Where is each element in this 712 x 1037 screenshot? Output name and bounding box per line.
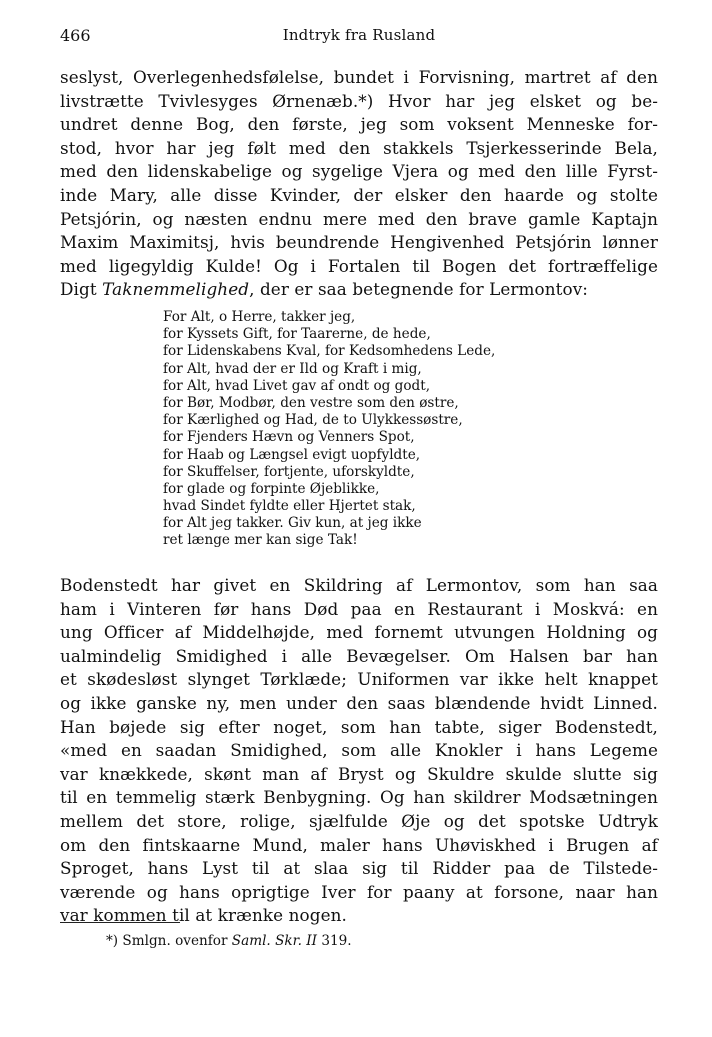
text-line: til en temmelig stærk Benbygning. Og han skildrer Modsætningen xyxy=(60,787,658,808)
poem-line: for Alt, hvad Livet gav af ondt og godt, xyxy=(163,377,431,394)
text-fragment: , der er saa betegnende for Lermontov: xyxy=(249,279,589,300)
footnote-reference-title: Saml. Skr. II xyxy=(231,933,318,949)
text-line: stod, hvor har jeg følt med den stakkels Tsjerkesserinde Bela, xyxy=(60,137,658,158)
poem-line: for Lidenskabens Kval, for Kedsomhedens Lede, xyxy=(163,343,496,360)
poem-line: for glade og forpinte Øjeblikke, xyxy=(163,480,380,497)
text-line: og ikke ganske ny, men under den saas blændende hvidt Linned. xyxy=(60,692,658,713)
poem-line: for Alt jeg takker. Giv kun, at jeg ikke xyxy=(163,515,422,532)
poem-line: for Kyssets Gift, for Taarerne, de hede, xyxy=(163,326,431,343)
footnote-text: 319. xyxy=(317,933,352,949)
footnote-divider xyxy=(60,922,180,923)
text-line: inde Mary, alle disse Kvinder, der elsker den haarde og stolte xyxy=(60,184,658,205)
page-number: 466 xyxy=(60,26,91,45)
text-line: ung Officer af Middelhøjde, med fornemt utvungen Holdning og xyxy=(60,622,658,643)
text-line: om den fintskaarne Mund, maler hans Uhøviskhed i Brugen af xyxy=(60,834,658,855)
text-line: seslyst, Overlegenhedsfølelse, bundet i Forvisning, martret af den xyxy=(60,67,658,87)
text-line: Han bøjede sig efter noget, som han tabte, siger Bodenstedt, xyxy=(60,716,658,737)
text-line: mellem det store, rolige, sjælfulde Øje og det spotske Udtryk xyxy=(60,810,658,831)
paragraph-2 xyxy=(60,574,658,928)
text-line: et skødesløst slynget Tørklæde; Uniformen var ikke helt knappet xyxy=(60,669,658,690)
poem-line: ret længe mer kan sige Tak! xyxy=(163,532,358,549)
text-line: Bodenstedt har givet en Skildring af Lermontov, som han saa xyxy=(60,575,658,595)
text-line: undret denne Bog, den første, jeg som voksent Menneske for- xyxy=(60,114,658,135)
footnote xyxy=(106,933,352,949)
page-header xyxy=(60,26,658,48)
poem-line: for Skuffelser, fortjente, uforskyldte, xyxy=(163,463,415,480)
poem-line: for Haab og Længsel evigt uopfyldte, xyxy=(163,446,421,463)
text-line: var knækkede, skønt man af Bryst og Skuldre skulde slutte sig xyxy=(60,763,658,784)
paragraph-1 xyxy=(60,66,658,302)
footnote-marker: *) xyxy=(106,933,119,949)
poem-line: for Fjenders Hævn og Venners Spot, xyxy=(163,429,415,446)
poem-line: hvad Sindet fyldte eller Hjertet stak, xyxy=(163,498,416,515)
footnote-text: Smlgn. ovenfor xyxy=(118,933,232,949)
text-line: «med en saadan Smidighed, som alle Knokler i hans Legeme xyxy=(60,740,658,761)
poem-line: For Alt, o Herre, takker jeg, xyxy=(163,309,356,325)
text-line: ham i Vinteren før hans Død paa en Restaurant i Moskvá: en xyxy=(60,598,658,619)
text-line xyxy=(60,278,658,302)
poem-line: for Alt, hvad der er Ild og Kraft i mig, xyxy=(163,360,422,377)
poem-title: Taknemmelighed xyxy=(102,279,250,300)
text-line: var kommen til at krænke nogen. xyxy=(60,905,347,926)
text-fragment: Digt xyxy=(60,279,103,300)
text-line: med ligegyldig Kulde! Og i Fortalen til Bogen det fortræffelige xyxy=(60,255,658,276)
text-line: Maxim Maximitsj, hvis beundrende Hengivenhed Petsjórin lønner xyxy=(60,232,658,253)
text-line: ualmindelig Smidighed i alle Bevægelser. Om Halsen bar han xyxy=(60,645,658,666)
poem-line: for Kærlighed og Had, de to Ulykkessøstre, xyxy=(163,412,463,429)
text-line: Sproget, hans Lyst til at slaa sig til Ridder paa de Tilstede- xyxy=(60,858,658,879)
text-line: Petsjórin, og næsten endnu mere med den brave gamle Kaptajn xyxy=(60,208,658,229)
text-line: livstrætte Tvivlesyges Ørnenæb.*) Hvor har jeg elsket og be- xyxy=(60,90,658,111)
running-title: Indtryk fra Rusland xyxy=(282,26,436,44)
text-line: værende og hans oprigtige Iver for paany at forsone, naar han xyxy=(60,881,658,902)
poem-line: for Bør, Modbør, den vestre som den østre, xyxy=(163,394,459,411)
text-line: med den lidenskabelige og sygelige Vjera og med den lille Fyrst- xyxy=(60,161,658,182)
poem-block xyxy=(163,309,583,550)
